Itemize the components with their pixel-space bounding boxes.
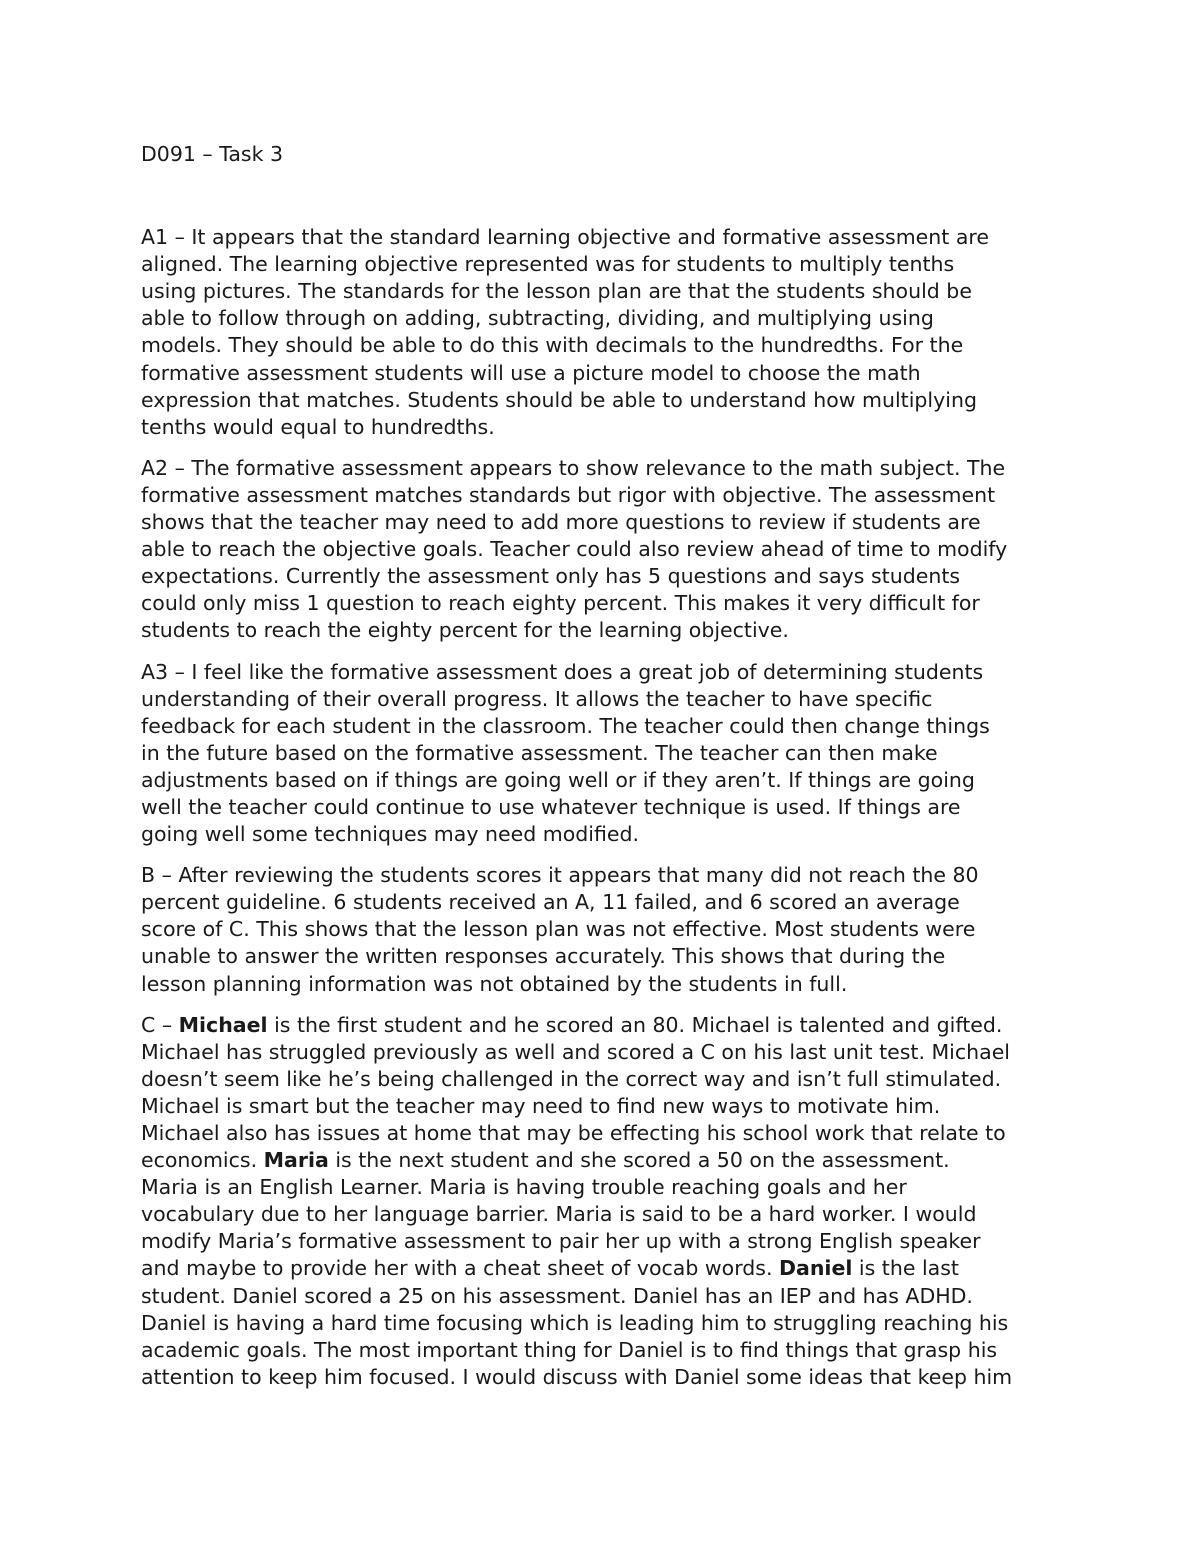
text-line: formative assessment matches standards but rigor with objective. The assessment — [141, 482, 996, 507]
text-line: modify Maria’s formative assessment to pair her up with a strong English speaker — [141, 1229, 981, 1254]
text-line: shows that the teacher may need to add more questions to review if students are — [141, 510, 981, 535]
text-line: percent guideline. 6 students received an A, 11 failed, and 6 scored an average — [141, 890, 960, 915]
text-line: academic goals. The most important thing for Daniel is to find things that grasp his — [141, 1337, 998, 1362]
paragraph-c — [141, 1012, 1071, 1391]
text-line: formative assessment students will use a picture model to choose the math — [141, 360, 921, 385]
text-run: is the next student and she scored a 50 on the assessment. — [328, 1148, 950, 1173]
text-run: C – — [141, 1012, 179, 1037]
student-name-michael: Michael — [178, 1012, 268, 1037]
text-run: is the first student and he scored an 80. Michael is talented and gifted. — [267, 1012, 1003, 1037]
text-line: Maria is an English Learner. Maria is having trouble reaching goals and her — [141, 1175, 907, 1200]
document-body — [141, 141, 1071, 1405]
student-name-maria: Maria — [263, 1148, 329, 1173]
text-line: Michael has struggled previously as well and scored a C on his last unit test. Michael — [141, 1039, 1011, 1064]
text-line: lesson planning information was not obtained by the students in full. — [141, 971, 848, 996]
text-line: student. Daniel scored a 25 on his assessment. Daniel has an IEP and has ADHD. — [141, 1283, 973, 1308]
text-line: attention to keep him focused. I would discuss with Daniel some ideas that keep him — [141, 1364, 1013, 1389]
text-line: models. They should be able to do this with decimals to the hundredths. For the — [141, 333, 964, 358]
text-line: tenths would equal to hundredths. — [141, 414, 495, 439]
text-line — [141, 1255, 1071, 1282]
text-line: students to reach the eighty percent for the learning objective. — [141, 618, 789, 643]
text-line: aligned. The learning objective represented was for students to multiply tenths — [141, 252, 955, 277]
text-line: Michael also has issues at home that may be effecting his school work that relate to — [141, 1121, 1006, 1145]
text-line: able to follow through on adding, subtracting, dividing, and multiplying using — [141, 306, 934, 331]
document-title: D091 – Task 3 — [141, 142, 283, 166]
text-line: Michael is smart but the teacher may need to find new ways to motivate him. — [141, 1093, 941, 1118]
text-line: expectations. Currently the assessment only has 5 questions and says students — [141, 564, 961, 589]
text-line: going well some techniques may need modified. — [141, 822, 639, 847]
text-line: unable to answer the written responses accurately. This shows that during the — [141, 944, 946, 969]
text-run: is the last — [852, 1256, 959, 1281]
text-line: in the future based on the formative assessment. The teacher can then make — [141, 740, 938, 765]
text-line — [141, 1147, 1071, 1174]
text-line: doesn’t seem like he’s being challenged in the correct way and isn’t full stimulated. — [141, 1066, 1002, 1091]
text-line: expression that matches. Students should be able to understand how multiplying — [141, 387, 977, 412]
text-line: using pictures. The standards for the lesson plan are that the students should be — [141, 279, 972, 304]
text-line: B – After reviewing the students scores it appears that many did not reach the 80 — [141, 863, 979, 888]
paragraph-a2 — [141, 455, 1071, 645]
text-line: A3 – I feel like the formative assessment does a great job of determining students — [141, 659, 984, 684]
text-run: economics. — [141, 1148, 264, 1173]
text-line: well the teacher could continue to use whatever technique is used. If things are — [141, 794, 961, 819]
text-line — [141, 1012, 1071, 1039]
text-line: adjustments based on if things are going well or if they aren’t. If things are going — [141, 767, 975, 792]
student-name-daniel: Daniel — [778, 1256, 853, 1281]
text-line: A1 – It appears that the standard learning objective and formative assessment are — [141, 225, 989, 250]
paragraph-b — [141, 862, 1071, 997]
text-line: understanding of their overall progress. It allows the teacher to have specific — [141, 686, 933, 711]
text-line: score of C. This shows that the lesson plan was not effective. Most students were — [141, 917, 976, 942]
text-line: Daniel is having a hard time focusing which is leading him to struggling reaching his — [141, 1310, 1009, 1335]
text-line: able to reach the objective goals. Teacher could also review ahead of time to modify — [141, 537, 1008, 562]
text-run: and maybe to provide her with a cheat sheet of vocab words. — [141, 1256, 779, 1281]
text-line: A2 – The formative assessment appears to show relevance to the math subject. The — [141, 455, 1006, 480]
text-line: could only miss 1 question to reach eighty percent. This makes it very difficult for — [141, 591, 980, 616]
paragraph-a3 — [141, 659, 1071, 849]
text-line: vocabulary due to her language barrier. Maria is said to be a hard worker. I would — [141, 1202, 977, 1227]
paragraph-a1 — [141, 224, 1071, 441]
text-line: feedback for each student in the classroom. The teacher could then change things — [141, 713, 990, 738]
